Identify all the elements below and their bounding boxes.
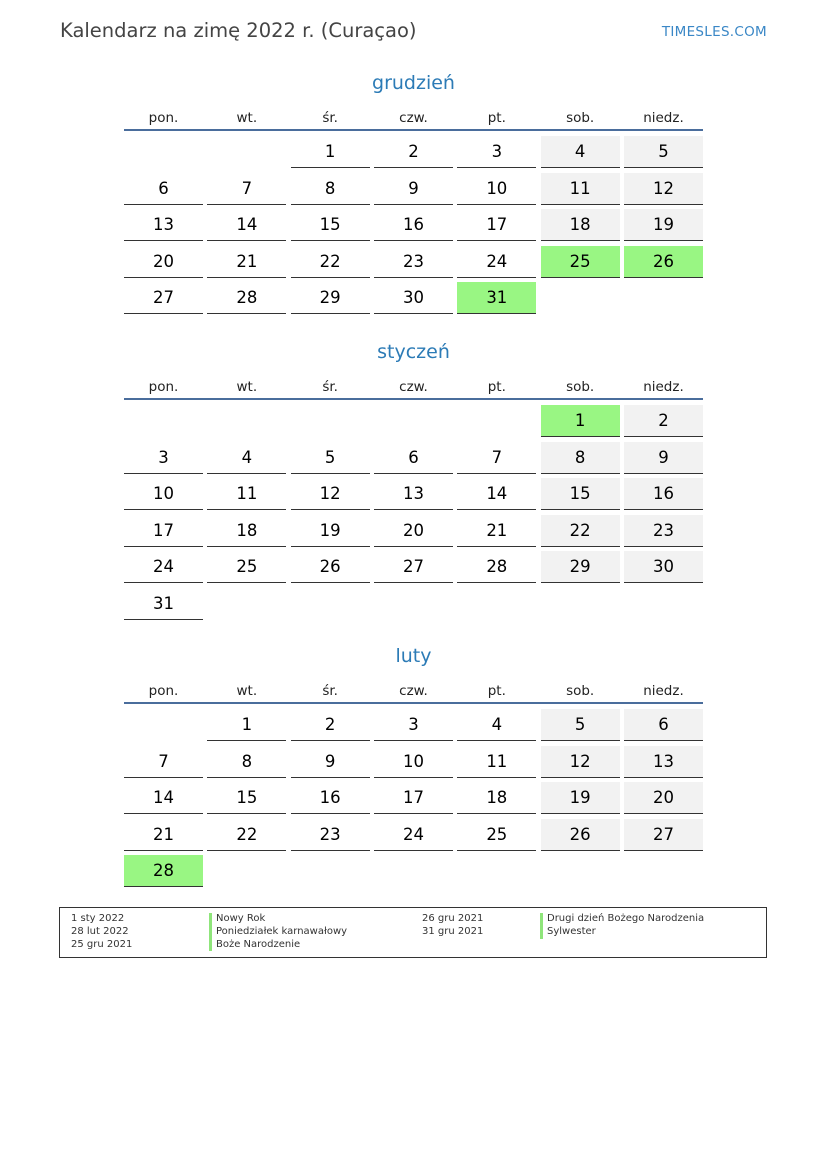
day-cell[interactable]: 2 <box>291 709 370 741</box>
legend-holiday-name: Sylwester <box>540 926 704 939</box>
weekday-label: niedz. <box>643 110 684 126</box>
day-cell[interactable]: 15 <box>541 478 620 510</box>
day-cell[interactable]: 17 <box>124 515 203 547</box>
day-cell[interactable]: 12 <box>291 478 370 510</box>
weekday-label: śr. <box>322 110 338 126</box>
day-cell[interactable]: 10 <box>124 478 203 510</box>
day-cell[interactable]: 12 <box>624 173 703 205</box>
day-cell[interactable]: 14 <box>124 782 203 814</box>
month-february <box>124 643 703 892</box>
day-cell[interactable]: 8 <box>291 173 370 205</box>
legend-dates-col-1 <box>71 913 132 951</box>
weekday-label: wt. <box>236 379 258 395</box>
weekday-label: pon. <box>148 379 179 395</box>
day-cell[interactable]: 22 <box>541 515 620 547</box>
day-cell[interactable]: 29 <box>541 551 620 583</box>
day-cell[interactable]: 27 <box>374 551 453 583</box>
legend-holiday-name: Drugi dzień Bożego Narodzenia <box>540 913 704 926</box>
empty-cell <box>291 405 370 436</box>
day-cell[interactable]: 1 <box>207 709 286 741</box>
weekday-header <box>124 376 703 400</box>
weekday-label: sob. <box>566 683 595 699</box>
legend-holiday-name: Boże Narodzenie <box>209 939 347 952</box>
day-cell[interactable]: 30 <box>624 551 703 583</box>
day-cell[interactable]: 25 <box>457 819 536 851</box>
day-cell[interactable]: 16 <box>291 782 370 814</box>
month-december <box>124 70 703 319</box>
day-cell[interactable]: 7 <box>124 746 203 778</box>
day-grid <box>124 709 703 892</box>
day-cell[interactable]: 21 <box>457 515 536 547</box>
page-title: Kalendarz na zimę 2022 r. (Curaçao) <box>60 19 417 42</box>
day-cell[interactable]: 25 <box>207 551 286 583</box>
day-cell[interactable]: 11 <box>541 173 620 205</box>
legend-date: 25 gru 2021 <box>71 938 133 950</box>
empty-cell <box>124 136 203 167</box>
day-cell[interactable]: 28 <box>207 282 286 314</box>
month-title: luty <box>395 645 432 667</box>
day-cell[interactable]: 9 <box>291 746 370 778</box>
holiday-day-cell[interactable]: 26 <box>624 246 703 278</box>
day-cell[interactable]: 27 <box>624 819 703 851</box>
day-cell[interactable]: 7 <box>207 173 286 205</box>
day-cell[interactable]: 18 <box>457 782 536 814</box>
day-cell[interactable]: 28 <box>457 551 536 583</box>
empty-cell <box>374 405 453 436</box>
month-title: grudzień <box>372 72 455 94</box>
day-cell[interactable]: 29 <box>291 282 370 314</box>
weekday-label: pt. <box>487 683 506 699</box>
weekday-label: niedz. <box>643 379 684 395</box>
weekday-label: sob. <box>566 379 595 395</box>
holiday-day-cell[interactable]: 28 <box>124 855 203 887</box>
day-cell[interactable]: 21 <box>207 246 286 278</box>
day-cell[interactable]: 22 <box>291 246 370 278</box>
legend-date: 26 gru 2021 <box>422 913 484 924</box>
day-cell[interactable]: 12 <box>541 746 620 778</box>
day-cell[interactable]: 20 <box>124 246 203 278</box>
legend-holiday-name: Nowy Rok <box>209 913 347 926</box>
holiday-day-cell[interactable]: 25 <box>541 246 620 278</box>
day-cell[interactable]: 2 <box>374 136 453 168</box>
day-cell[interactable]: 18 <box>207 515 286 547</box>
day-cell[interactable]: 5 <box>624 136 703 168</box>
weekday-label: niedz. <box>643 683 684 699</box>
day-cell[interactable]: 23 <box>374 246 453 278</box>
day-cell[interactable]: 19 <box>624 209 703 241</box>
legend-names-col-2 <box>540 913 704 939</box>
day-cell[interactable]: 10 <box>457 173 536 205</box>
holiday-day-cell[interactable]: 31 <box>457 282 536 314</box>
day-cell[interactable]: 26 <box>291 551 370 583</box>
day-cell[interactable]: 22 <box>207 819 286 851</box>
day-cell[interactable]: 30 <box>374 282 453 314</box>
day-cell[interactable]: 3 <box>124 442 203 474</box>
day-cell[interactable]: 4 <box>541 136 620 168</box>
day-cell[interactable]: 10 <box>374 746 453 778</box>
weekday-label: sob. <box>566 110 595 126</box>
holiday-legend <box>59 907 767 958</box>
day-cell[interactable]: 19 <box>291 515 370 547</box>
day-cell[interactable]: 8 <box>207 746 286 778</box>
day-cell[interactable]: 23 <box>624 515 703 547</box>
day-cell[interactable]: 13 <box>374 478 453 510</box>
day-cell[interactable]: 13 <box>624 746 703 778</box>
day-grid <box>124 136 703 319</box>
weekday-label: śr. <box>322 379 338 395</box>
weekday-label: czw. <box>399 683 428 699</box>
legend-names-col-1 <box>209 913 347 951</box>
weekday-label: czw. <box>399 110 428 126</box>
day-cell[interactable]: 23 <box>291 819 370 851</box>
day-cell[interactable]: 9 <box>624 442 703 474</box>
day-cell[interactable]: 15 <box>291 209 370 241</box>
holiday-day-cell[interactable]: 1 <box>541 405 620 437</box>
empty-cell <box>124 405 203 436</box>
weekday-label: wt. <box>236 110 258 126</box>
day-cell[interactable]: 26 <box>541 819 620 851</box>
weekday-label: czw. <box>399 379 428 395</box>
empty-cell <box>124 709 203 740</box>
day-cell[interactable]: 1 <box>291 136 370 168</box>
day-cell[interactable]: 27 <box>124 282 203 314</box>
weekday-label: pt. <box>487 110 506 126</box>
empty-cell <box>207 405 286 436</box>
legend-date: 31 gru 2021 <box>422 925 484 937</box>
day-grid <box>124 405 703 624</box>
day-cell[interactable]: 16 <box>624 478 703 510</box>
day-cell[interactable]: 13 <box>124 209 203 241</box>
day-cell[interactable]: 9 <box>374 173 453 205</box>
day-cell[interactable]: 3 <box>457 136 536 168</box>
day-cell[interactable]: 5 <box>291 442 370 474</box>
day-cell[interactable]: 15 <box>207 782 286 814</box>
weekday-label: śr. <box>322 683 338 699</box>
day-cell[interactable]: 20 <box>624 782 703 814</box>
day-cell[interactable]: 11 <box>207 478 286 510</box>
legend-date: 1 sty 2022 <box>71 913 125 924</box>
day-cell[interactable]: 6 <box>374 442 453 474</box>
day-cell[interactable]: 2 <box>624 405 703 437</box>
legend-holiday-name: Poniedziałek karnawałowy <box>209 926 347 939</box>
weekday-label: pon. <box>148 110 179 126</box>
day-cell[interactable]: 6 <box>624 709 703 741</box>
day-cell[interactable]: 24 <box>124 551 203 583</box>
month-title: styczeń <box>377 341 450 363</box>
weekday-header <box>124 107 703 131</box>
weekday-label: wt. <box>236 683 258 699</box>
day-cell[interactable]: 19 <box>541 782 620 814</box>
weekday-label: pon. <box>148 683 179 699</box>
day-cell[interactable]: 8 <box>541 442 620 474</box>
day-cell[interactable]: 11 <box>457 746 536 778</box>
day-cell[interactable]: 17 <box>374 782 453 814</box>
empty-cell <box>207 136 286 167</box>
day-cell[interactable]: 20 <box>374 515 453 547</box>
weekday-header <box>124 680 703 704</box>
day-cell[interactable]: 21 <box>124 819 203 851</box>
legend-date: 28 lut 2022 <box>71 925 129 937</box>
day-cell[interactable]: 4 <box>207 442 286 474</box>
day-cell[interactable]: 17 <box>457 209 536 241</box>
day-cell[interactable]: 31 <box>124 588 203 620</box>
day-cell[interactable]: 5 <box>541 709 620 741</box>
month-january <box>124 339 703 624</box>
day-cell[interactable]: 16 <box>374 209 453 241</box>
day-cell[interactable]: 4 <box>457 709 536 741</box>
day-cell[interactable]: 18 <box>541 209 620 241</box>
day-cell[interactable]: 24 <box>374 819 453 851</box>
day-cell[interactable]: 14 <box>207 209 286 241</box>
day-cell[interactable]: 7 <box>457 442 536 474</box>
legend-dates-col-2 <box>422 913 483 939</box>
weekday-label: pt. <box>487 379 506 395</box>
day-cell[interactable]: 24 <box>457 246 536 278</box>
empty-cell <box>457 405 536 436</box>
brand-logo[interactable]: TIMESLES.COM <box>661 24 767 40</box>
day-cell[interactable]: 6 <box>124 173 203 205</box>
day-cell[interactable]: 3 <box>374 709 453 741</box>
day-cell[interactable]: 14 <box>457 478 536 510</box>
